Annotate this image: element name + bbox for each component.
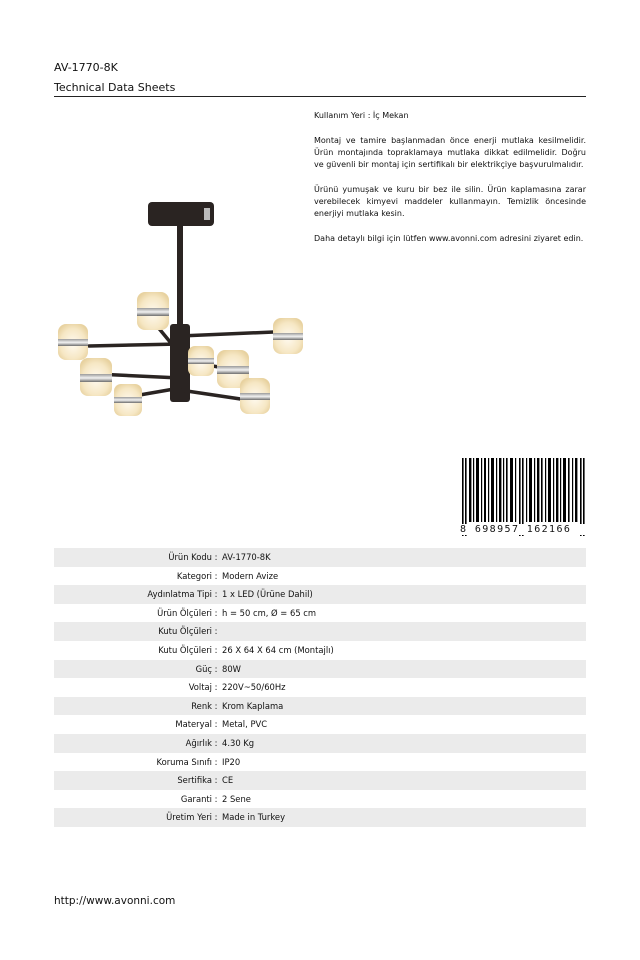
spec-colon: :: [214, 793, 218, 804]
spec-label: Kutu Ölçüleri: [158, 644, 212, 655]
spec-value: 2 Sene: [222, 793, 251, 804]
spec-value: h = 50 cm, Ø = 65 cm: [222, 607, 317, 618]
header-divider: [54, 96, 586, 97]
spec-label: Ağırlık: [185, 737, 212, 748]
spec-value: 220V~50/60Hz: [222, 682, 286, 693]
spec-value: Modern Avize: [222, 570, 279, 581]
spec-label: Ürün Ölçüleri: [157, 607, 212, 618]
spec-row: [54, 641, 586, 660]
spec-colon: :: [214, 756, 218, 767]
website-paragraph: Daha detaylı bilgi için lütfen www.avonni.com adresini ziyaret edin.: [314, 234, 584, 243]
spec-colon: :: [214, 589, 218, 600]
spec-row: [54, 715, 586, 734]
cleaning-paragraph: Ürünü yumuşak ve kuru bir bez ile silin. Ürün kaplamasına zarar verebilecek kimyevi maddeler kullanmayın. Temizlik öncesinde enerjiyi mutlaka kesin.: [314, 185, 586, 218]
spec-value: Krom Kaplama: [222, 700, 284, 711]
spec-label: Materyal: [175, 719, 212, 730]
spec-label: Ürün Kodu: [168, 552, 212, 562]
spec-colon: :: [214, 719, 218, 730]
spec-row: [54, 622, 586, 641]
spec-row: [54, 771, 586, 790]
footer-url[interactable]: http://www.avonni.com: [54, 895, 176, 907]
spec-row: [54, 808, 586, 827]
spec-label: Renk: [191, 700, 212, 711]
spec-value: 80W: [222, 663, 241, 674]
usage-line: Kullanım Yeri : İç Mekan: [314, 111, 409, 120]
spec-label: Kategori: [176, 570, 212, 581]
spec-colon: :: [214, 607, 218, 618]
product-code: AV-1770-8K: [54, 61, 118, 74]
spec-row: [54, 678, 586, 697]
spec-label: Voltaj: [188, 682, 212, 693]
spec-colon: :: [214, 570, 218, 581]
spec-colon: :: [214, 552, 218, 562]
spec-table: [54, 548, 586, 827]
spec-label: Üretim Yeri: [166, 812, 212, 823]
spec-colon: :: [214, 682, 218, 693]
spec-value: 4.30 Kg: [222, 737, 255, 748]
spec-label: Koruma Sınıfı: [156, 756, 212, 767]
spec-row: [54, 548, 586, 567]
chandelier-photo: [54, 196, 312, 426]
spec-row: [54, 567, 586, 586]
spec-row: [54, 585, 586, 604]
spec-value: Metal, PVC: [222, 719, 268, 730]
spec-row: [54, 790, 586, 809]
spec-value: CE: [222, 775, 234, 786]
info-block: [314, 110, 586, 258]
spec-value: Made in Turkey: [222, 812, 286, 823]
spec-colon: :: [214, 663, 218, 674]
spec-colon: :: [214, 812, 218, 823]
document-subtitle: Technical Data Sheets: [54, 81, 176, 94]
spec-value: 1 x LED (Ürüne Dahil): [222, 589, 313, 600]
spec-value: [218, 622, 586, 641]
spec-label: Aydınlatma Tipi: [147, 589, 212, 600]
spec-colon: :: [214, 737, 218, 748]
spec-value: 26 X 64 X 64 cm (Montajlı): [222, 644, 334, 655]
spec-colon: :: [214, 644, 218, 655]
barcode-digits: 8 698957 162166: [460, 524, 586, 535]
spec-row: [54, 697, 586, 716]
spec-row: [54, 753, 586, 772]
spec-label: Garanti: [180, 793, 212, 804]
spec-colon: :: [214, 626, 218, 637]
spec-row: [54, 734, 586, 753]
safety-paragraph: Montaj ve tamire başlanmadan önce enerji mutlaka kesilmelidir. Ürün montajında topraklamaya mutlaka dikkat edilmelidir. Doğru ve güvenli bir montaj için sertifikalı bir elektrikçiye başvurulmalıdır.: [314, 136, 586, 169]
spec-value: AV-1770-8K: [222, 552, 271, 562]
spec-colon: :: [214, 700, 218, 711]
spec-row: [54, 660, 586, 679]
spec-value: IP20: [222, 756, 241, 767]
spec-colon: :: [214, 775, 218, 786]
spec-label: Kutu Ölçüleri: [158, 626, 212, 637]
spec-label: Sertifika: [177, 775, 212, 786]
spec-row: [54, 604, 586, 623]
spec-label: Güç: [195, 663, 212, 674]
